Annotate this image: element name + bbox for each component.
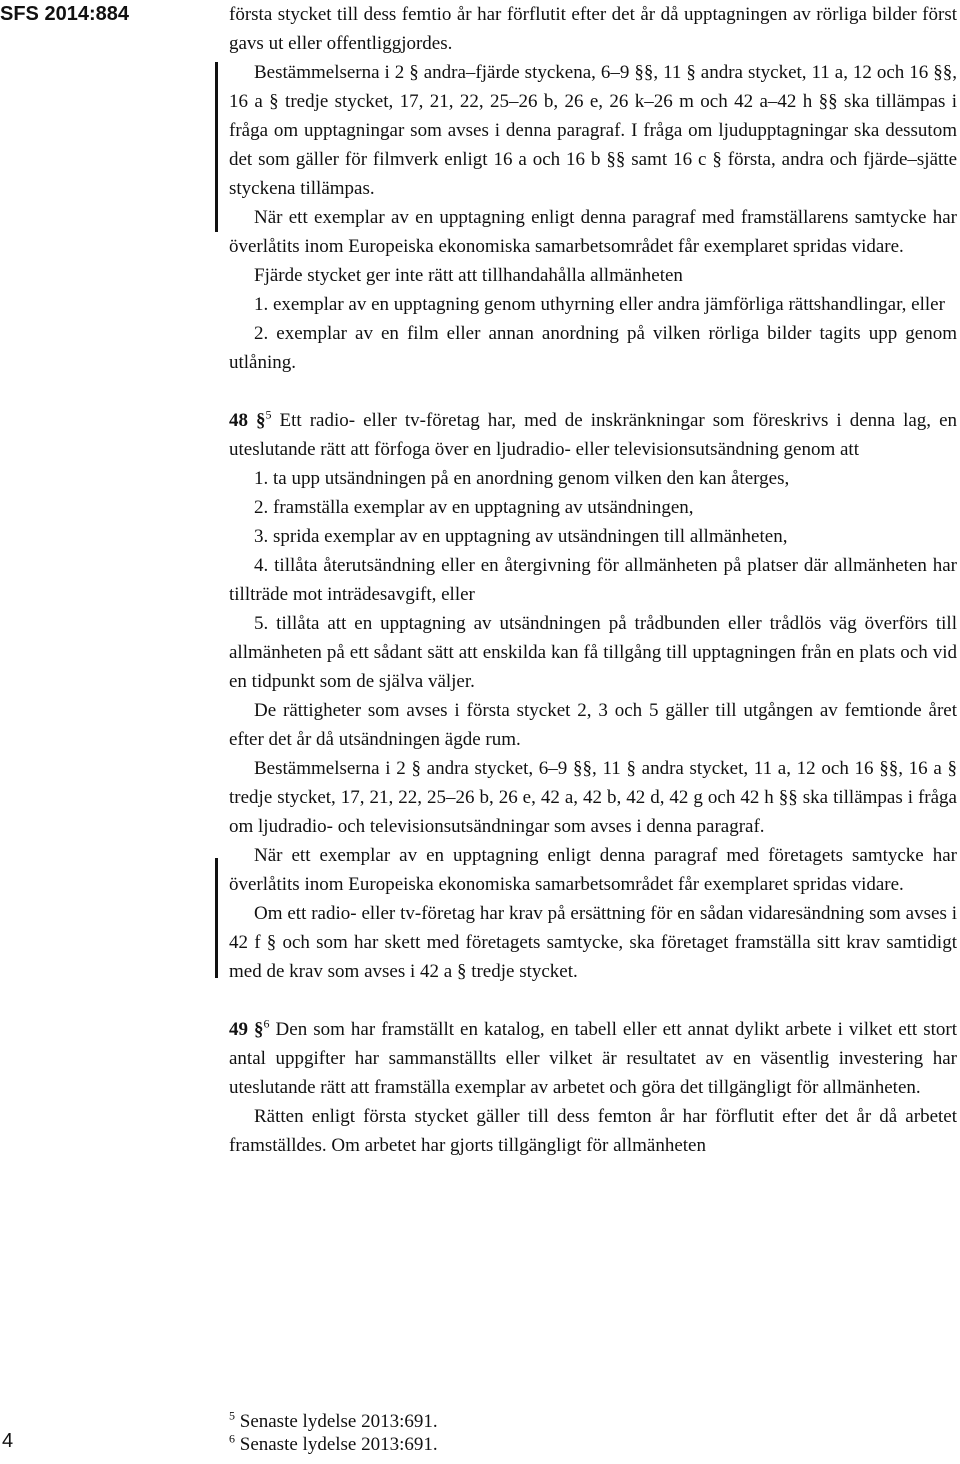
paragraph: När ett exemplar av en upptagning enligt denna paragraf med framställarens samtycke har överlåtits inom Europeiska ekonomiska samarbetsområdet får exemplaret spridas vidare. [229, 207, 957, 257]
change-bar [215, 858, 218, 978]
list-item: 3. sprida exemplar av en upptagning av utsändningen till allmänheten, [254, 526, 788, 547]
section-number: 48 § [229, 410, 266, 431]
footnote [229, 1433, 929, 1456]
section-number: 49 § [229, 1019, 264, 1040]
sfs-number: SFS 2014:884 [0, 3, 129, 25]
change-bar [215, 62, 218, 232]
paragraph: första stycket till dess femtio år har förflutit efter det år då upptagningen av rörliga bilder först gavs ut eller offentliggjordes. [229, 4, 957, 54]
paragraph: Om ett radio- eller tv-företag har krav på ersättning för en sådan vidaresändning som avses i 42 f § och som har skett med företagets samtycke, ska företaget framställa sitt krav samtidigt med de krav som avses i 42 a § tredje stycket. [229, 903, 957, 982]
list-item: 5. tillåta att en upptagning av utsändningen på trådbunden eller trådlös väg överförs till allmänheten på ett sådant sätt att enskilda kan få tillgång till upptagningen från en plats och vid en tidpunkt som de själva väljer. [229, 613, 957, 692]
list-item: 1. ta upp utsändningen på en anordning genom vilken den kan återges, [254, 468, 790, 489]
page-body [229, 0, 957, 1160]
list-item: 2. exemplar av en film eller annan anordning på vilken rörliga bilder tagits upp genom utlåning. [229, 323, 957, 373]
footnote-text: Senaste lydelse 2013:691. [235, 1434, 438, 1455]
footnote-ref: 6 [263, 1016, 270, 1031]
paragraph: Fjärde stycket ger inte rätt att tillhandahålla allmänheten [254, 265, 683, 286]
footnote [229, 1410, 929, 1433]
section-49 [229, 1015, 957, 1102]
footnote-ref: 5 [265, 407, 272, 422]
footnote-text: Senaste lydelse 2013:691. [235, 1411, 438, 1432]
paragraph: När ett exemplar av en upptagning enligt denna paragraf med företagets samtycke har överlåtits inom Europeiska ekonomiska samarbetsområdet får exemplaret spridas vidare. [229, 845, 957, 895]
paragraph: Bestämmelserna i 2 § andra–fjärde styckena, 6–9 §§, 11 § andra stycket, 11 a, 12 och 16 §§, 16 a § tredje stycket, 17, 21, 22, 25–26 b, 26 e, 26 k–26 m och 42 a–42 h §§ ska tillämpas i fråga om upptagningar som avses i denna paragraf. I fråga om ljudupptagningar ska dessutom det som gäller för filmverk enligt 16 a och 16 b §§ samt 16 c § första, andra och fjärde–sjätte styckena tillämpas. [229, 62, 957, 199]
paragraph: De rättigheter som avses i första stycket 2, 3 och 5 gäller till utgången av femtionde året efter det år då utsändningen ägde rum. [229, 700, 957, 750]
footnote-number: 6 [229, 1431, 235, 1446]
footnote-number: 5 [229, 1408, 235, 1423]
section-text: Ett radio- eller tv-företag har, med de inskränkningar som föreskrivs i denna lag, en uteslutande rätt att förfoga över en ljudradio- eller televisionsutsändning genom att [229, 410, 958, 460]
footnotes [229, 1410, 929, 1456]
paragraph: Rätten enligt första stycket gäller till dess femton år har förflutit efter det år då arbetet framställdes. Om arbetet har gjorts tillgängligt för allmänheten [229, 1106, 957, 1156]
section-48 [229, 406, 957, 464]
list-item: 4. tillåta återutsändning eller en återgivning för allmänheten på platser där allmänheten har tillträde mot inträdesavgift, eller [229, 555, 957, 605]
list-item: 2. framställa exemplar av en upptagning av utsändningen, [254, 497, 694, 518]
section-text: Den som har framställt en katalog, en tabell eller ett annat dylikt arbete i vilket ett stort antal uppgifter har sammanställts eller vilket är resultatet av en väsentlig investering har uteslutande rätt att framställa exemplar av arbetet och göra det tillgängligt för allmänheten. [229, 1019, 957, 1098]
page-number: 4 [2, 1430, 14, 1452]
list-item: 1. exemplar av en upptagning genom uthyrning eller andra jämförliga rättshandlingar, eller [254, 294, 945, 315]
paragraph: Bestämmelserna i 2 § andra stycket, 6–9 §§, 11 § andra stycket, 11 a, 12 och 16 §§, 16 a § tredje stycket, 17, 21, 22, 25–26 b, 26 e, 42 a, 42 b, 42 d, 42 g och 42 h §§ ska tillämpas i fråga om ljudradio- och televisionsutsändningar som avses i denna paragraf. [229, 758, 957, 837]
